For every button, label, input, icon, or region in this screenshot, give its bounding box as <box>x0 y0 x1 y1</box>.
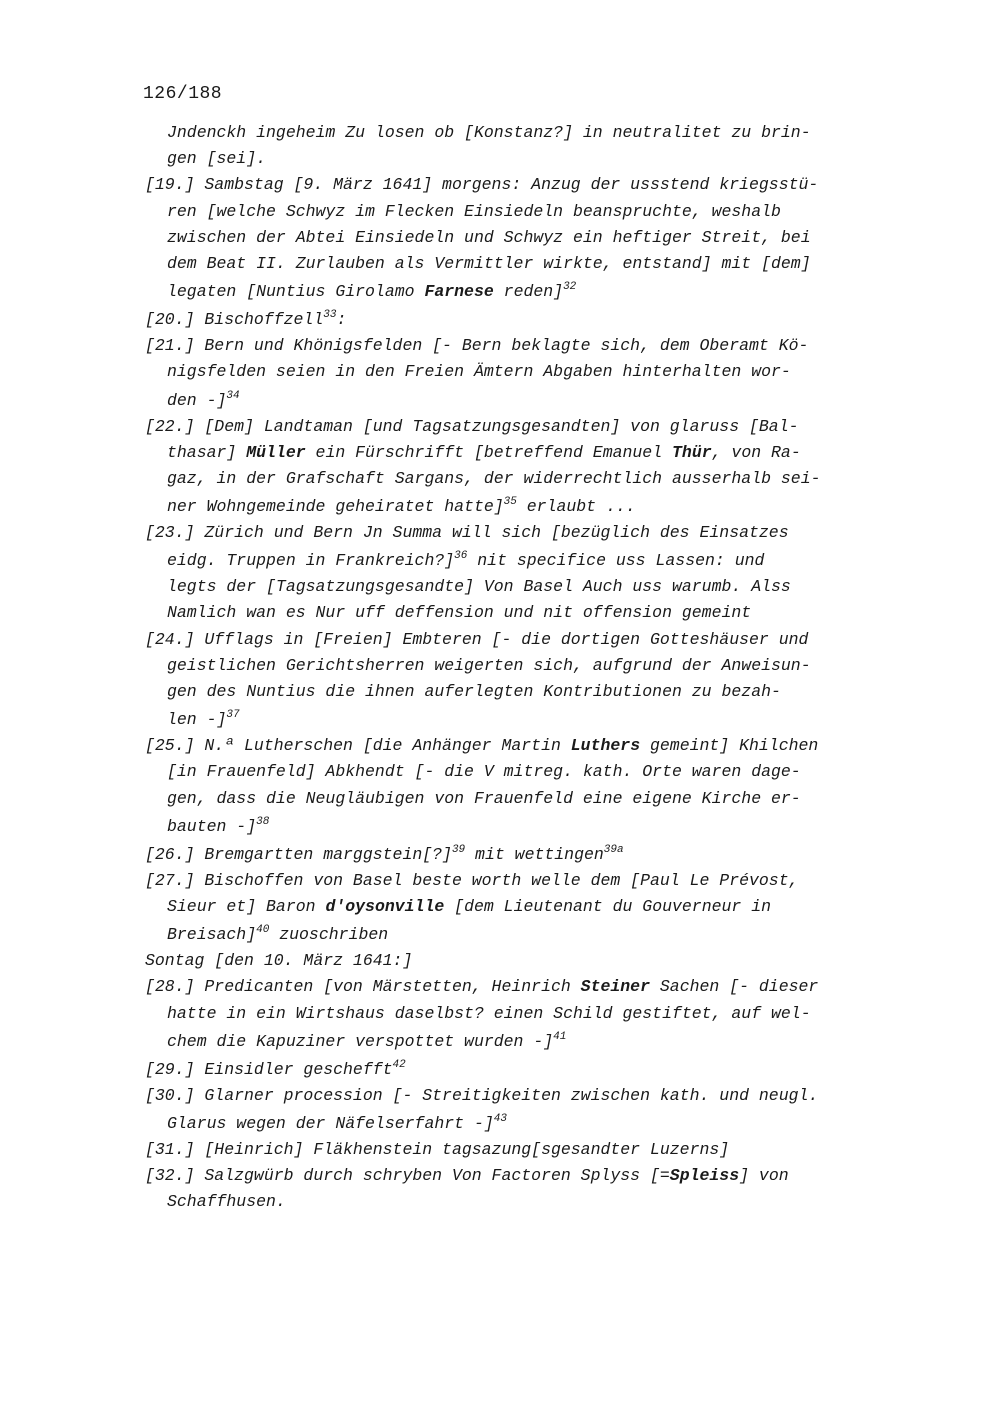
footnote-ref: 35 <box>503 496 517 509</box>
text-segment: ner Wohngemeinde geheiratet hatte] <box>167 497 504 517</box>
text-line <box>145 492 915 520</box>
text-line <box>145 414 915 440</box>
text-segment: [20.] Bischoffzell <box>145 310 324 330</box>
text-segment: gemeint] Khilchen <box>640 736 819 756</box>
footnote-ref: 38 <box>256 815 270 828</box>
text-segment: erlaubt ... <box>516 497 636 517</box>
text-line <box>145 920 915 948</box>
text-line <box>145 277 915 305</box>
footnote-ref: 39a <box>603 843 624 856</box>
bold-name: Müller <box>246 442 306 462</box>
text-segment: [21.] Bern und Khönigsfelden [- Bern beklagte sich, dem Oberamt Kö- <box>145 336 809 356</box>
footnote-ref: 34 <box>226 389 240 402</box>
bold-name: Thür <box>672 442 712 462</box>
text-line <box>145 812 915 840</box>
text-segment: gen des Nuntius die ihnen auferlegten Kontributionen zu bezah- <box>167 682 781 701</box>
footnote-ref: 39 <box>451 843 466 856</box>
text-segment: [23.] Zürich und Bern Jn Summa will sich [bezüglich des Einsatzes <box>145 523 789 543</box>
text-segment: eidg. Truppen in Frankreich?] <box>167 551 455 571</box>
text-line <box>145 546 915 574</box>
text-line <box>145 359 915 385</box>
text-segment: mit wettingen <box>465 844 604 864</box>
footnote-ref: 41 <box>553 1030 567 1043</box>
text-line <box>145 1137 915 1163</box>
text-segment: [26.] Bremgartten marggstein[?] <box>145 844 452 864</box>
text-segment: Jndenckh ingeheim Zu losen ob [Konstanz?] in neutralitet zu brin- <box>167 123 811 142</box>
text-line <box>145 948 915 974</box>
text-segment: gen, dass die Neugläubigen von Frauenfeld eine eigene Kirche er- <box>167 788 801 808</box>
text-segment: ein Fürschrifft [betreffend Emanuel <box>305 442 673 462</box>
footnote-ref: 40 <box>256 924 270 937</box>
text-line <box>145 840 915 868</box>
text-line <box>145 251 915 277</box>
text-line <box>145 1189 915 1215</box>
text-segment: [in Frauenfeld] Abkhendt [- die V mitreg. kath. Orte waren dage- <box>167 762 801 782</box>
text-segment: , von Ra- <box>711 442 801 462</box>
text-line <box>145 705 915 733</box>
text-segment: [dem Lieutenant du Gouverneur in <box>444 896 772 916</box>
text-line <box>145 146 915 172</box>
text-line <box>145 199 915 225</box>
text-line <box>145 653 915 679</box>
text-line <box>145 974 915 1000</box>
text-segment: Namlich wan es Nur uff deffension und nit offension gemeint <box>167 603 752 623</box>
footnote-ref: 36 <box>454 550 468 563</box>
text-segment: [24.] Ufflags in [Freien] Embteren [- die dortigen Gotteshäuser und <box>145 629 809 649</box>
text-line <box>145 627 915 653</box>
text-segment: den -] <box>167 390 227 410</box>
text-segment: reden] <box>493 282 564 302</box>
footnote-ref: 33 <box>323 309 337 322</box>
text-line <box>145 333 915 359</box>
text-segment: Sontag [den 10. März 1641:] <box>145 951 413 971</box>
text-segment: legts der [Tagsatzungsgesandte] Von Basel Auch uss warumb. Alss <box>167 577 791 597</box>
bold-name: Luthers <box>570 736 641 756</box>
text-segment: geistlichen Gerichtsherren weigerten sich, aufgrund der Anweisun- <box>167 655 811 675</box>
text-segment: [22.] [Dem] Landtaman [und Tagsatzungsgesandten] von glaruss [Bal- <box>145 416 799 436</box>
footnote-ref: 37 <box>226 709 240 722</box>
text-segment: [31.] [Heinrich] Fläkhenstein tagsazung[sgesandter Luzerns] <box>145 1139 730 1159</box>
bold-name: Farnese <box>424 282 494 302</box>
text-line <box>145 786 915 812</box>
text-segment: Schaffhusen. <box>167 1192 286 1212</box>
text-line <box>145 225 915 251</box>
text-segment: [25.] N.ª Lutherschen [die Anhänger Martin <box>145 736 571 756</box>
text-segment: ren [welche Schwyz im Flecken Einsiedeln beanspruchte, weshalb <box>167 201 781 221</box>
text-line <box>145 120 915 146</box>
text-line <box>145 1027 915 1055</box>
text-segment: zuoschriben <box>269 925 389 945</box>
text-segment: Glarus wegen der Näfelserfahrt -] <box>167 1113 494 1133</box>
text-segment: zwischen der Abtei Einsiedeln und Schwyz ein heftiger Streit, bei <box>167 227 811 247</box>
text-segment: legaten [Nuntius Girolamo <box>167 282 425 302</box>
text-segment: [30.] Glarner procession [- Streitigkeiten zwischen kath. und neugl. <box>145 1085 819 1105</box>
text-line <box>145 894 915 920</box>
text-segment: [32.] Salzgwürb durch schryben Von Factoren Splyss [= <box>145 1166 670 1186</box>
text-line <box>145 759 915 785</box>
text-line <box>145 733 915 759</box>
text-segment: gaz, in der Grafschaft Sargans, der widerrechtlich ausserhalb sei- <box>167 468 821 488</box>
text-line <box>145 386 915 414</box>
text-line <box>145 1083 915 1109</box>
text-line <box>145 172 915 198</box>
text-line <box>145 305 915 333</box>
text-segment: [28.] Predicanten [von Märstetten, Heinrich <box>145 977 581 997</box>
footnote-ref: 43 <box>493 1112 507 1125</box>
text-segment: Sieur et] Baron <box>167 896 326 916</box>
bold-name: Spleiss <box>669 1166 740 1186</box>
text-segment: gen [sei]. <box>167 149 267 169</box>
text-line <box>145 1163 915 1189</box>
text-segment: chem die Kapuziner verspottet wurden -] <box>167 1031 554 1051</box>
text-line <box>145 466 915 492</box>
footnote-ref: 42 <box>392 1058 406 1071</box>
text-segment: ] von <box>739 1166 789 1186</box>
text-segment: nit specifice uss Lassen: und <box>467 551 765 571</box>
text-segment: Breisach] <box>167 925 257 945</box>
text-segment: [19.] Sambstag [9. März 1641] morgens: Anzug der ussstend kriegsstü- <box>145 175 819 195</box>
text-line <box>145 440 915 466</box>
text-line <box>145 1001 915 1027</box>
footnote-ref: 32 <box>563 281 577 294</box>
text-segment: bauten -] <box>167 816 257 836</box>
text-line <box>145 520 915 546</box>
text-segment: Sachen [- dieser <box>649 977 819 997</box>
text-line <box>145 600 915 626</box>
text-line <box>145 868 915 894</box>
bold-name: d'oysonville <box>325 896 445 916</box>
text-segment: [27.] Bischoffen von Basel beste worth welle dem [Paul Le Prévost, <box>145 870 799 890</box>
document-text <box>145 120 915 1215</box>
text-segment: [29.] Einsidler geschefft <box>145 1059 393 1079</box>
text-segment: nigsfelden seien in den Freien Ämtern Abgaben hinterhalten wor- <box>167 362 791 382</box>
text-line <box>145 1109 915 1137</box>
text-line <box>145 679 915 705</box>
text-segment: : <box>336 310 347 330</box>
page-number: 126/188 <box>143 84 223 104</box>
text-line <box>145 1055 915 1083</box>
text-segment: len -] <box>167 710 227 730</box>
text-segment: thasar] <box>167 442 247 462</box>
text-line <box>145 574 915 600</box>
text-segment: dem Beat II. Zurlauben als Vermittler wirkte, entstand] mit [dem] <box>167 253 811 273</box>
text-segment: hatte in ein Wirtshaus daselbst? einen Schild gestiftet, auf wel- <box>167 1003 811 1023</box>
bold-name: Steiner <box>580 977 650 997</box>
